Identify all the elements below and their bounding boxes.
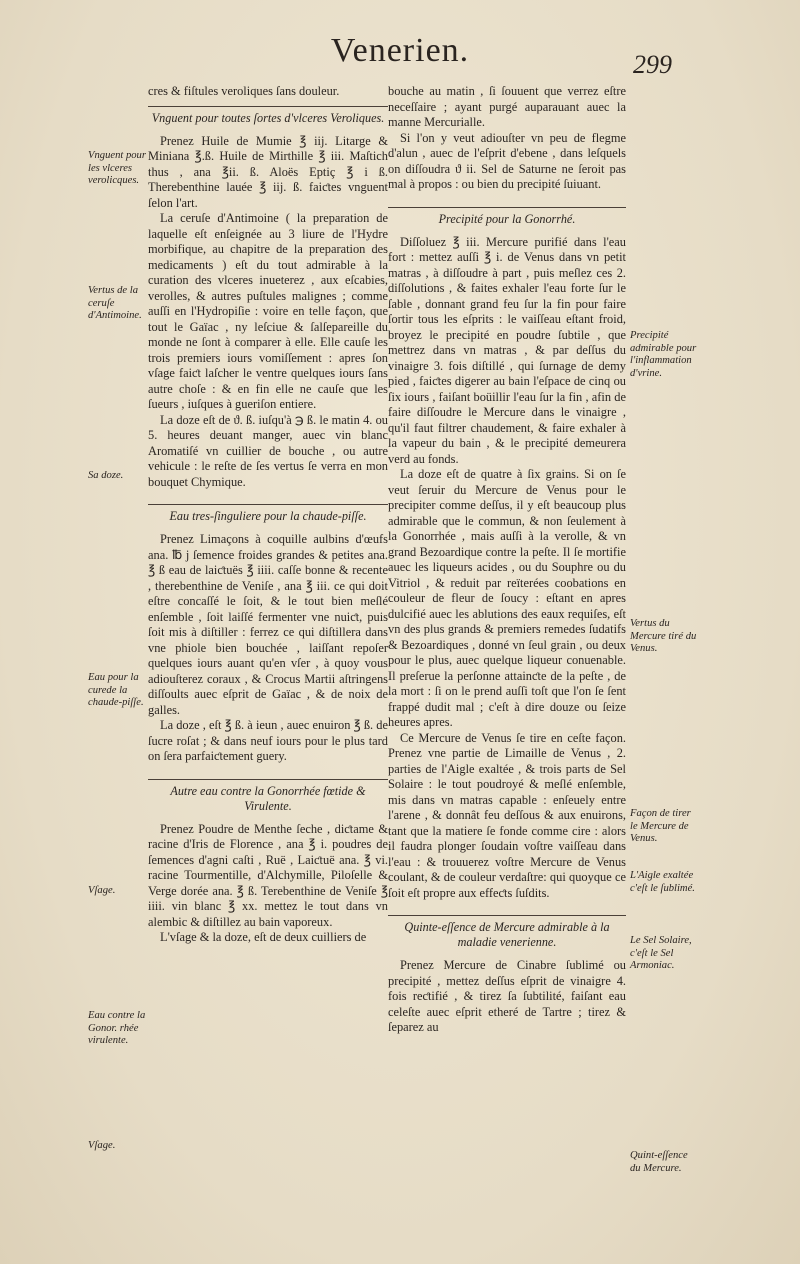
- paragraph: Prenez Mercure de Cinabre ſublimé ou precipité , mettez deſſus eſprit de vinaigre 4. fois reƈtifié , & tirez ſa ſubtilité, faiſant eau celeſte auec eſprit etheré de Tartre ; tirez & ſeparez au: [388, 958, 626, 1034]
- margin-note: L'Aigle exaltée c'eſt le ſublimé.: [630, 870, 695, 894]
- section-title: Quinte-eſſence de Mercure admirable à la maladie venerienne.: [404, 920, 610, 949]
- margin-note: Vnguent pour les vlceres verolicques.: [88, 150, 146, 186]
- section-divider: [148, 106, 388, 107]
- paragraph: L'vſage & la doze, eſt de deux cuilliers de: [160, 930, 367, 944]
- paragraph: Ce Mercure de Venus ſe tire en ceſte façon. Prenez vne partie de Limaille de Venus , 2. parties de l'Aigle exaltée , & trois parts de Sel Solaire : le tout poudroyé & meſlé enſemble, mis dans vn matras capable : enſeuely entre l'arene , & donnât feu deſſous & aux enuirons, tant que la matiere ſe fonde comme cire : alors il faudra plonger ſoudain voſtre vaiſſeau dans l'eau : & trouuerez voſtre Mercure de Venus coulant, & de couleur verdaſtre: qui quoyque ce ſoit eſt propre aux effeƈts ſuſdits.: [388, 730, 626, 900]
- paragraph: Prenez Limaçons à coquille aulbins d'œufs ana. ℔ j ſemence froides grandes & petites ana. ℥ ß eau de laiƈtuës ℥ iiii. caſſe bonne & recente , therebenthine de Veniſe , ana ℥ iii. ce qui doit eſtre concaſſé le ſoit, & le tout bien meſlé enſemble , ſoit laiſſé fermenter vne nuiƈt, puis ſoit mis à diſtiller : ferrez ce qui diſtillera dans vne phiole bien bouchée , laiſſant repoſer quelques iours auant qu'en vſer , à quoy vous adiouſterez coraux , & Crocus Martii aſtringens diſſoults auec eſprit de Gaïac , & de noix de galles.: [148, 532, 388, 717]
- margin-note: Façon de tirer le Mercure de Venus.: [630, 808, 691, 844]
- paragraph: Si l'on y veut adiouſter vn peu de flegme d'alun , auec de l'eſprit d'ebene , dans leſquels on diſſoudra ϑ ii. Sel de Saturne ne ſeroit pas mal à propos : ou bien du precipité ſuiuant.: [388, 130, 626, 191]
- section-divider: [388, 915, 626, 916]
- paragraph: Prenez Huile de Mumie ℥ iij. Litarge & Miniana ℥.ß. Huile de Mirthille ℥ iii. Maſtich thus , ana ℥ii. ß. Aloës Eptiç ℥ i ß. Therebenthine lauée ℥ iij. ß. faiƈtes vnguent ſelon l'art.: [148, 133, 388, 210]
- margin-note: Sa doze.: [88, 470, 124, 481]
- right-column: [388, 84, 626, 1036]
- margin-note: Precipité admirable pour l'inflammation d'vrine.: [630, 330, 697, 379]
- section-divider: [148, 504, 388, 505]
- section-title: Vnguent pour toutes ſortes d'vlceres Veroliques.: [151, 110, 385, 125]
- paragraph: La doze eſt de quatre à ſix grains. Si on ſe veut ſeruir du Mercure de Venus pour le precipiter comme deſſus, il y eſt beaucoup plus admirable que le commun, & non ſeulement à la Gonorrhée , mais auſſi à la verolle, & vn grand Bezoardique contre la peſte. Il ſe mortifie auec les liqueurs acides , ou du Souphre ou du Vitriol , & reduit par reïterées coobations en couleur de fleur de ſoucy : eſtant en apres dulcifié auec les ablutions des eaux requiſes, eſt vn des plus grands & premiers remedes ſudatifs & Bezoardiques , donné vn ſeul grain , ou deux pour le plus, auec quelque liqueur conuenable. Il preſerue la perſonne attainƈte de la peſte , de la mort : ſi on le prend auſſi toſt que l'on ſe ſent frappé dudit mal ; c'eſt à dire douze ou ſeize heures apres.: [388, 467, 626, 729]
- paragraph: cres & fiſtules veroliques ſans douleur.: [148, 84, 340, 98]
- margin-note: Vſage.: [88, 1140, 116, 1151]
- margin-note: Eau pour la curede la chaude-piſſe.: [88, 672, 144, 708]
- section-divider: [148, 779, 388, 780]
- paragraph: La doze eſt de ϑ. ß. iuſqu'à ℈ ß. le matin 4. ou 5. heures deuant manger, auec vin blanc Aromatiſé vn cuillier de bouche , ou autre vehicule : le reſte de ſes vertus ſe verra en mon bouquet Chymique.: [148, 412, 388, 489]
- running-header: Venerien.: [330, 32, 470, 69]
- margin-note: Vſage.: [88, 885, 116, 896]
- page-number: 299: [633, 50, 672, 79]
- paragraph: Prenez Poudre de Menthe ſeche , diƈtame & racine d'Iris de Florence , ana ℥ i. poudres de ſemences d'agni caſti , Ruë , Laiƈtuë ana. ℥ vi. racine Tourmentille, d'Alchymille, Piloſelle & Verge dorée ana. ℥ ß. Terebenthine de Veniſe ℥ iiii. vin blanc ℥ xx. mettez le tout dans vn alembic & diſtillez au bain vaporeux.: [148, 821, 388, 929]
- margin-note: Eau contre la Gonor. rhée virulente.: [88, 1010, 146, 1046]
- margin-note: Vertus de la ceruſe d'Antimoine.: [88, 285, 142, 321]
- section-title: Eau tres-ſinguliere pour la chaude-piſſe.: [169, 509, 367, 523]
- paragraph: La ceruſe d'Antimoine ( la preparation de laquelle eſt enſeignée au 3 liure de l'Hydre morbifique, au chapitre de la preparation des medicaments ) eſt du tout admirable à la curation des vlceres inueterez , aux eſcabies, verolles, & autres puſtules malignes ; comme auſſi en l'Hydropiſie : voire en telle façon, que tout le Gaïac , ny leſciue & ſalſepareille du monde ne ſont à comparer à elle. Elle cauſe les trois premiers iours vomiſſement : apres ſon vſage faiƈt laſcher le ventre quelques iours ſans autre choſe : & en fin elle ne cauſe que les ſueurs , iuſques à gueriſon entiere.: [148, 211, 388, 411]
- section-divider: [388, 207, 626, 208]
- left-column: [148, 84, 388, 946]
- margin-note: Vertus du Mercure tiré du Venus.: [630, 618, 697, 654]
- paragraph: Diſſoluez ℥ iii. Mercure purifié dans l'eau fort : mettez auſſi ℥ i. de Venus dans vn petit matras , à diſſoudre à part , puis meſlez ces 2. diſſolutions , & faites exhaler l'eau forte ſur le ſable , donnant grand feu ſur la fin pour faire ſortir tous les eſprits : le vaiſſeau eſtant froid, broyez le precipité en poudre ſubtile , que mettrez dans vn matras , & par deſſus du vinaigre 3. fois diſtillé , qui ſurnage de demy pied , faiƈtes digerer au bain l'eſpace de cinq ou ſix iours , faiſant boüillir l'eau ſur la fin , afin de faire diſſoudre le Mercure dans le vinaigre , qu'il faut filtrer chaudement, & faire exhaler à la vapeur du bain , & le precipité demeurera verd au fonds.: [388, 234, 626, 466]
- section-title: Autre eau contre la Gonorrhée fœtide & Virulente.: [170, 783, 366, 813]
- margin-note: Le Sel Solaire, c'eſt le Sel Armoniac.: [630, 935, 692, 971]
- margin-note: Quint-eſſence du Mercure.: [630, 1150, 688, 1174]
- paragraph: La doze , eſt ℥ ß. à ieun , auec enuiron ℥ ß. de ſucre roſat ; & dans neuf iours pour le plus tard on ſera parfaiƈtement guery.: [148, 718, 388, 763]
- paragraph: bouche au matin , ſi ſouuent que verrez eſtre neceſſaire ; ayant purgé auparauant auec la manne Mercurialle.: [388, 84, 626, 129]
- section-title: Precipité pour la Gonorrhé.: [438, 211, 576, 226]
